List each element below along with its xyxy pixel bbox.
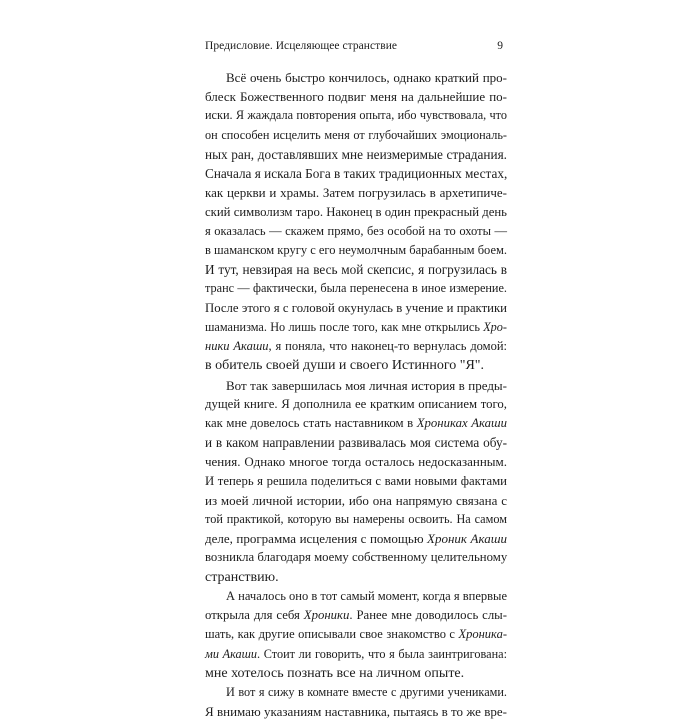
italic-text: Хроника-	[458, 627, 507, 642]
text-run: я оказалась — скажем прямо, без особой на то охоты —	[205, 223, 507, 238]
text-line	[205, 433, 507, 452]
text-run: шаманизма. Но лишь после того, как мне открылись	[205, 319, 484, 334]
text-run: . Стоит ли говорить, что я была заинтригована:	[257, 646, 507, 661]
text-run: он способен исцелить меня от глубочайших эмоциональ-	[205, 127, 507, 142]
italic-text: Хрониках Акаши	[416, 415, 508, 430]
text-line	[205, 529, 507, 548]
text-line	[205, 414, 507, 433]
text-line	[205, 606, 507, 625]
text-line	[205, 645, 507, 664]
text-line	[205, 664, 507, 683]
text-line	[205, 395, 507, 414]
text-run: ных ран, доставлявших мне неизмеримые страдания.	[205, 146, 507, 162]
text-run: ский символизм таро. Наконец в один прекрасный день	[205, 204, 507, 219]
text-run: После этого я с головой окунулась в учение и практики	[205, 300, 507, 315]
text-line	[205, 260, 507, 279]
text-run: мне хотелось познать все на личном опыте.	[205, 665, 465, 681]
text-line	[205, 548, 507, 567]
text-line	[205, 299, 507, 318]
text-line	[205, 452, 507, 471]
text-line	[205, 683, 507, 702]
text-line	[205, 587, 507, 606]
text-line	[205, 279, 507, 298]
text-run: как мне довелось стать наставником в	[205, 415, 417, 430]
text-line	[205, 68, 507, 87]
text-run: чения. Однако многое тогда осталось недосказанным.	[205, 454, 507, 470]
text-line	[205, 510, 507, 529]
text-run: дущей книге. Я дополнила ее кратким описанием того,	[205, 396, 507, 411]
text-run: блеск Божественного подвиг меня на дальнейшие по-	[205, 89, 507, 105]
text-run: И теперь я решила поделиться с вами новыми фактами	[205, 473, 507, 488]
text-run: Всё очень быстро кончилось, однако краткий про-	[226, 70, 507, 85]
italic-text: Хроник Акаши	[427, 531, 508, 547]
text-line	[205, 472, 507, 491]
text-run: . Ранее мне доводилось слы-	[349, 608, 507, 623]
text-run: в обитель своей души и своего Истинного "Я".	[205, 358, 485, 374]
text-line	[205, 106, 507, 125]
italic-text: Хро-	[483, 319, 507, 334]
text-run: И тут, невзирая на весь мой скепсис, я погрузилась в	[205, 262, 507, 278]
text-run: из моей личной истории, ибо она напрямую связана с	[205, 492, 507, 508]
text-run: транс — фактически, была перенесена в иное измерение.	[205, 281, 507, 296]
text-run: А началось оно в тот самый момент, когда я впервые	[226, 588, 507, 603]
chapter-title: Предисловие. Исцеляющее странствие	[205, 40, 398, 52]
text-run: возникла благодаря моему собственному целительному	[205, 550, 508, 565]
text-line	[205, 164, 507, 183]
text-line	[205, 126, 507, 145]
page-number: 9	[497, 40, 503, 52]
text-line	[205, 318, 507, 337]
text-run: той практикой, которую вы намерены освоить. На самом	[205, 512, 507, 527]
text-line	[205, 356, 507, 375]
body-text	[205, 68, 507, 721]
text-line	[205, 222, 507, 241]
text-run: Я внимаю указаниям наставника, пытаясь в то же вре-	[205, 704, 507, 720]
text-line	[205, 376, 507, 395]
text-run: деле, программа исцеления с помощью	[205, 531, 428, 547]
text-run: иски. Я жаждала повторения опыта, ибо чувствовала, что	[205, 108, 507, 123]
italic-text: ники Акаши	[205, 339, 269, 354]
text-run: , я поняла, что наконец-то вернулась домой:	[268, 339, 508, 354]
text-line	[205, 87, 507, 106]
text-line	[205, 625, 507, 644]
text-line	[205, 337, 507, 356]
text-line	[205, 568, 507, 587]
text-line	[205, 241, 507, 260]
text-line	[205, 203, 507, 222]
text-line	[205, 183, 507, 202]
text-run: Вот так завершилась моя личная история в преды-	[226, 377, 507, 393]
text-line	[205, 702, 507, 721]
text-run: странствию.	[205, 569, 279, 585]
text-run: в шаманском кругу с его неумолчным барабанным боем.	[205, 242, 508, 257]
text-line	[205, 491, 507, 510]
text-line	[205, 145, 507, 164]
text-run: как церкви и храмы. Затем погрузилась в архетипиче-	[205, 185, 507, 201]
text-run: И вот я сижу в комнате вместе с другими учениками.	[226, 685, 507, 699]
text-run: шать, как другие описывали свое знакомство с	[205, 627, 459, 642]
italic-text: Хроники	[303, 608, 350, 623]
text-run: открыла для себя	[205, 608, 304, 623]
text-run: и в каком направлении развивалась моя система обу-	[205, 435, 507, 451]
text-run: Сначала я искала Бога в таких традиционных местах,	[205, 166, 508, 182]
italic-text: ми Акаши	[205, 646, 258, 661]
